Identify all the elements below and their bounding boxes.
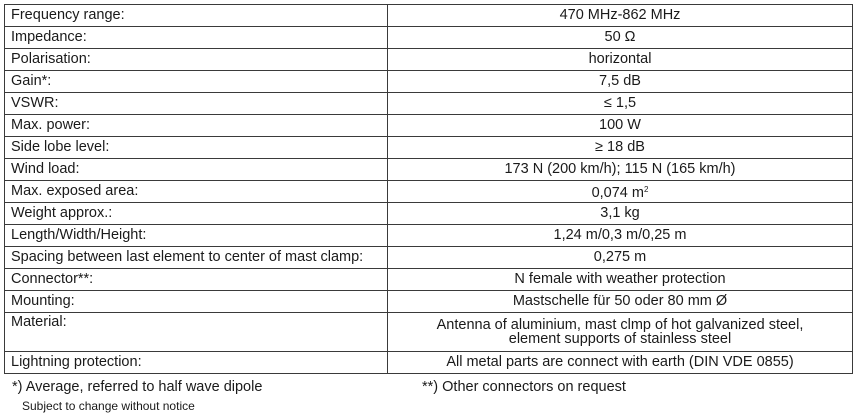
- table-row: [5, 49, 853, 71]
- material-value-line-1: Antenna of aluminium, mast clmp of hot galvanized steel,: [436, 317, 804, 333]
- spacing-value: 0,275 m: [388, 247, 853, 269]
- area-unit-exponent: 2: [643, 185, 649, 194]
- connector-value: N female with weather protection: [388, 269, 853, 291]
- table-row: [5, 269, 853, 291]
- table-row: [5, 5, 853, 27]
- table-row: [5, 159, 853, 181]
- table-row: [5, 27, 853, 49]
- table-row: [5, 247, 853, 269]
- wind-load-value: 173 N (200 km/h); 115 N (165 km/h): [388, 159, 853, 181]
- table-row: [5, 115, 853, 137]
- weight-value: 3,1 kg: [388, 203, 853, 225]
- mounting-value: Mastschelle für 50 oder 80 mm Ø: [388, 291, 853, 313]
- gain-footnote: *) Average, referred to half wave dipole: [12, 379, 263, 395]
- max-exposed-area-cell: [388, 181, 853, 203]
- wind-load-label: Wind load:: [5, 159, 388, 181]
- table-row: [5, 203, 853, 225]
- max-power-label: Max. power:: [5, 115, 388, 137]
- side-lobe-level-label: Side lobe level:: [5, 137, 388, 159]
- max-power-value: 100 W: [388, 115, 853, 137]
- specifications-table: [4, 4, 853, 374]
- table-row: [5, 93, 853, 115]
- weight-label: Weight approx.:: [5, 203, 388, 225]
- frequency-range-label: Frequency range:: [5, 5, 388, 27]
- material-value-line-2: element supports of stainless steel: [508, 331, 732, 347]
- change-notice: Subject to change without notice: [22, 399, 195, 413]
- lightning-protection-value: All metal parts are connect with earth (DIN VDE 0855): [388, 352, 853, 374]
- table-row: [5, 181, 853, 203]
- polarisation-label: Polarisation:: [5, 49, 388, 71]
- max-exposed-area-label: Max. exposed area:: [5, 181, 388, 203]
- table-row: [5, 313, 853, 352]
- vswr-value: ≤ 1,5: [388, 93, 853, 115]
- polarisation-value: horizontal: [388, 49, 853, 71]
- mounting-label: Mounting:: [5, 291, 388, 313]
- lightning-protection-label: Lightning protection:: [5, 352, 388, 374]
- dimensions-value: 1,24 m/0,3 m/0,25 m: [388, 225, 853, 247]
- impedance-value: 50 Ω: [388, 27, 853, 49]
- vswr-label: VSWR:: [5, 93, 388, 115]
- gain-label: Gain*:: [5, 71, 388, 93]
- material-label: Material:: [5, 313, 388, 352]
- table-row: [5, 137, 853, 159]
- connector-footnote: **) Other connectors on request: [422, 379, 626, 395]
- table-row: [5, 71, 853, 93]
- table-row: [5, 225, 853, 247]
- table-row: [5, 352, 853, 374]
- max-exposed-area-value: 0,074 m: [591, 185, 644, 201]
- connector-label: Connector**:: [5, 269, 388, 291]
- material-cell: [388, 313, 853, 352]
- gain-value: 7,5 dB: [388, 71, 853, 93]
- table-row: [5, 291, 853, 313]
- side-lobe-level-value: ≥ 18 dB: [388, 137, 853, 159]
- dimensions-label: Length/Width/Height:: [5, 225, 388, 247]
- frequency-range-value: 470 MHz-862 MHz: [388, 5, 853, 27]
- spacing-label: Spacing between last element to center of mast clamp:: [5, 247, 388, 269]
- impedance-label: Impedance:: [5, 27, 388, 49]
